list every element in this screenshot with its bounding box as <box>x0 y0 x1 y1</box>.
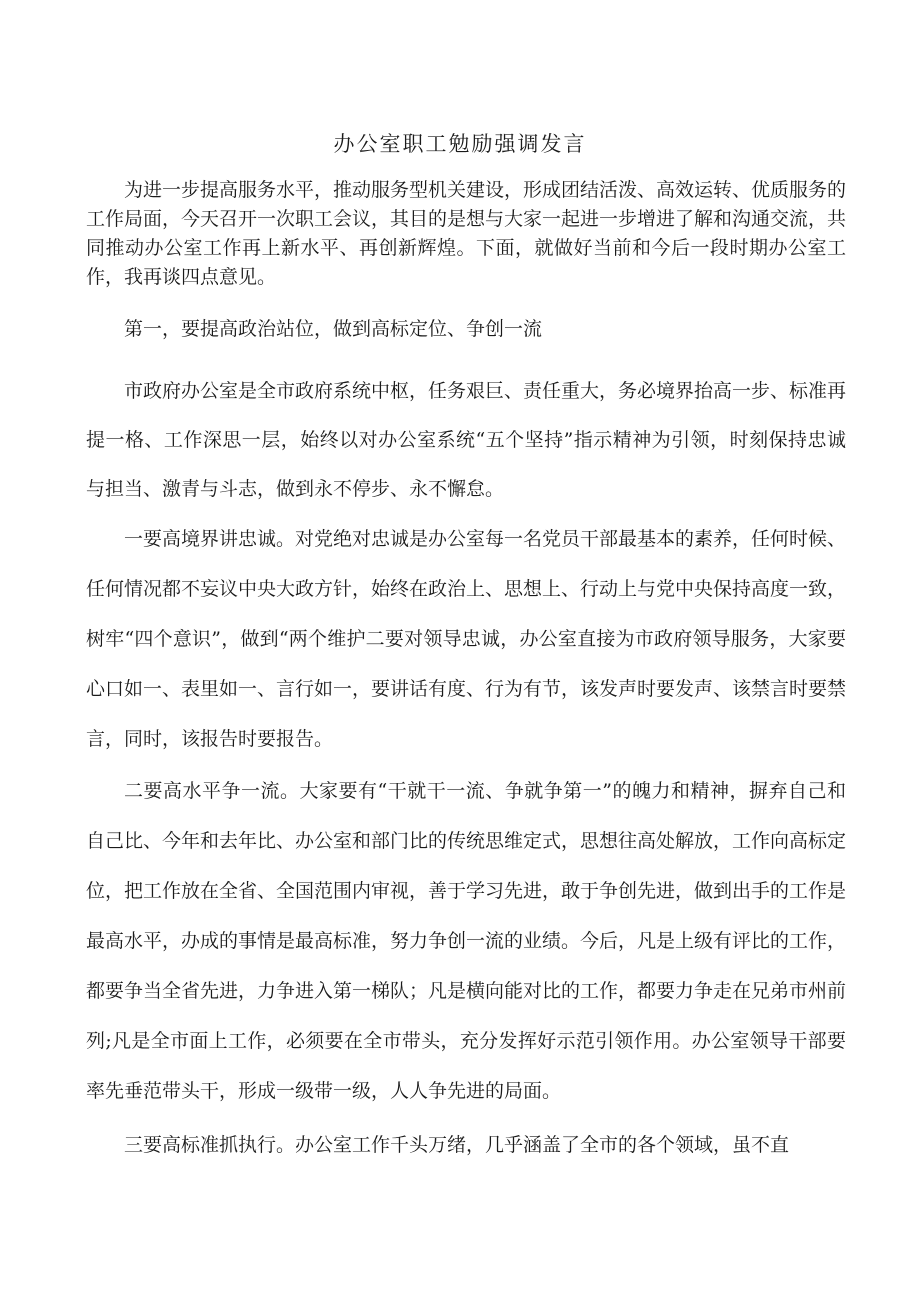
body-paragraph: 三要高标准抓执行。办公室工作千头万绪，几乎涵盖了全市的各个领域，虽不直 <box>124 1134 790 1156</box>
intro-paragraph: 为进一步提高服务水平，推动服务型机关建设，形成团结活泼、高效运转、优质服务的工作局面，今天召开一次职工会议，其目的是想与大家一起进一步增进了解和沟通交流，共同推动办公室工作再上新水平、再创新辉煌。下面，就做好当前和今后一段时期办公室工作，我再谈四点意见。 <box>86 179 847 288</box>
body-paragraph: 市政府办公室是全市政府系统中枢，任务艰巨、责任重大，务必境界抬高一步、标准再提一格、工作深思一层，始终以对办公室系统“五个坚持”指示精神为引领，时刻保持忠诚与担当、激青与斗志，做到永不停步、永不懈怠。 <box>86 380 847 500</box>
body-paragraph: 一要高境界讲忠诚。对党绝对忠诚是办公室每一名党员干部最基本的素养，任何时候、任何情况都不妄议中央大政方针，始终在政治上、思想上、行动上与党中央保持高度一致，树牢“四个意识”，做到“两个维护二要对领导忠诚，办公室直接为市政府领导服务，大家要心口如一、表里如一、言行如一，要讲话有度、行为有节，该发声时要发声、该禁言时要禁言，同时，该报告时要报告。 <box>86 528 847 750</box>
document-title: 办公室职工勉励强调发言 <box>333 132 587 156</box>
section-heading-first: 第一，要提高政治站位，做到高标定位、争创一流 <box>124 318 543 340</box>
body-paragraph: 二要高水平争一流。大家要有“干就干一流、争就争第一”的魄力和精神，摒弃自己和自己比、今年和去年比、办公室和部门比的传统思维定式，思想往高处解放，工作向高标定位，把工作放在全省、全国范围内审视，善于学习先进，敢于争创先进，做到出手的工作是最高水平，办成的事情是最高标准，努力争创一流的业绩。今后，凡是上级有评比的工作，都要争当全省先进，力争进入第一梯队；凡是横向能对比的工作，都要力争走在兄弟市州前列;凡是全市面上工作，必须要在全市带头，充分发挥好示范引领作用。办公室领导干部要率先垂范带头干，形成一级带一级，人人争先进的局面。 <box>86 780 847 1102</box>
